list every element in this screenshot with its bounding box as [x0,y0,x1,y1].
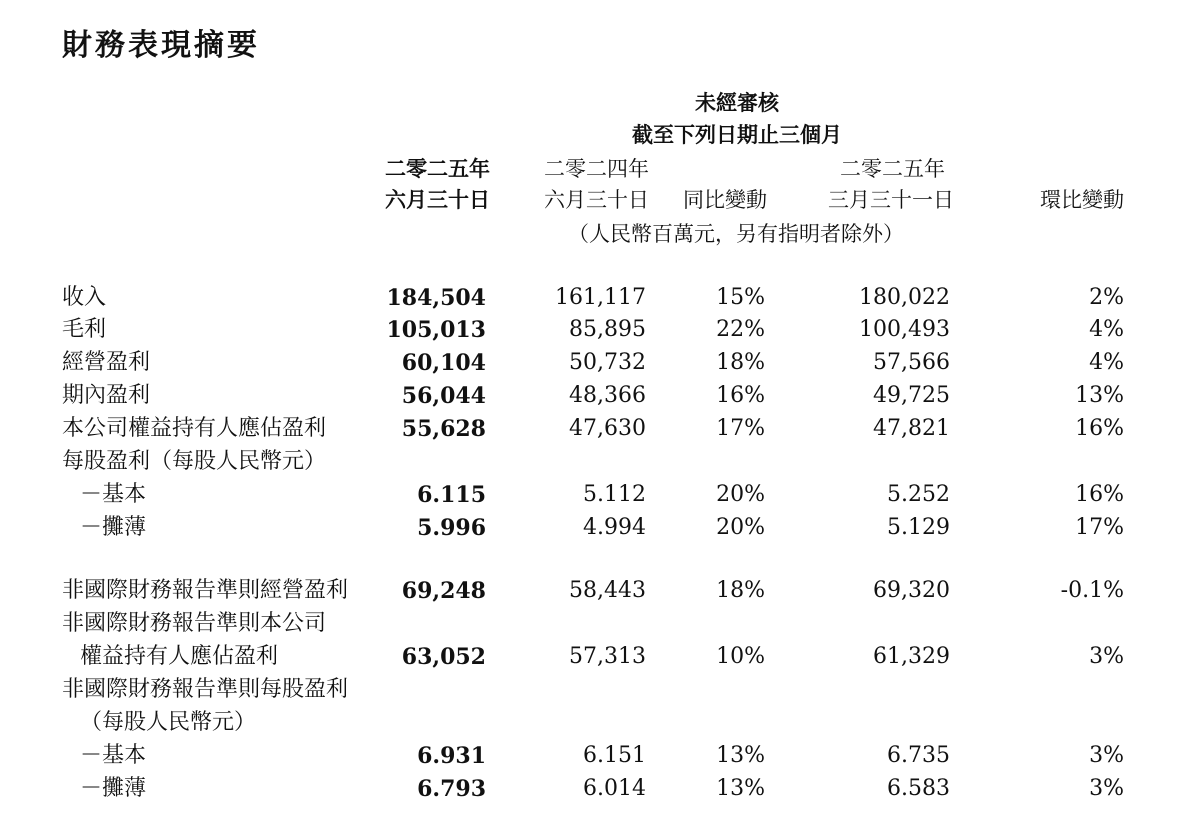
table-row [0,674,1200,706]
cell-2025-mar: 180,022 [859,285,950,310]
col4-header-line2: 三月三十一日 [828,188,954,212]
table-row [0,413,1200,445]
table-row [0,740,1200,772]
cell-yoy: 20% [716,482,765,507]
cell-yoy: 13% [716,743,765,768]
cell-yoy: 17% [716,416,765,441]
table-row [0,446,1200,478]
table-row [0,773,1200,805]
period-heading: 截至下列日期止三個月 [632,122,842,147]
row-label: 權益持有人應佔盈利 [80,644,279,669]
cell-yoy: 15% [716,285,765,310]
cell-yoy: 18% [716,350,765,375]
cell-2024-jun: 5.112 [583,482,646,507]
col1-header-line1: 二零二五年 [385,156,490,181]
cell-2024-jun: 50,732 [569,350,646,375]
cell-2025-jun: 69,248 [401,578,486,604]
table-row [0,575,1200,607]
cell-2025-jun: 60,104 [401,350,486,376]
cell-2025-mar: 57,566 [873,350,950,375]
table-row [0,479,1200,511]
cell-qoq: 3% [1089,743,1124,768]
cell-2025-mar: 100,493 [859,317,950,342]
table-row [0,380,1200,412]
cell-2025-mar: 69,320 [873,578,950,603]
cell-yoy: 18% [716,578,765,603]
table-row [0,641,1200,673]
col4-header-line1: 二零二五年 [840,157,945,181]
cell-2025-mar: 47,821 [873,416,950,441]
row-label: 收入 [62,285,107,310]
table-row [0,707,1200,739]
unaudited-heading: 未經審核 [695,90,779,115]
unit-note: （人民幣百萬元，另有指明者除外） [568,222,904,246]
row-label: 非國際財務報告準則本公司 [62,611,327,636]
row-label: －攤薄 [80,515,147,540]
cell-2025-jun: 55,628 [401,416,486,442]
cell-2025-jun: 184,504 [386,285,486,311]
cell-qoq: 13% [1075,383,1124,408]
cell-2024-jun: 6.014 [583,776,646,801]
col3-header: 同比變動 [683,188,767,212]
col2-header-line1: 二零二四年 [544,157,649,181]
cell-2025-mar: 6.735 [887,743,950,768]
cell-2024-jun: 4.994 [583,515,646,540]
row-label: －基本 [80,482,147,507]
cell-qoq: 3% [1089,776,1124,801]
row-label: 經營盈利 [62,350,151,375]
row-label: 非國際財務報告準則經營盈利 [62,578,349,603]
row-label: －基本 [80,743,147,768]
cell-2024-jun: 47,630 [569,416,646,441]
col1-header-line2: 六月三十日 [385,187,490,212]
table-row [0,347,1200,379]
cell-2025-jun: 56,044 [401,383,486,409]
cell-2025-jun: 5.996 [417,515,486,541]
col5-header: 環比變動 [1040,188,1124,212]
cell-2024-jun: 57,313 [569,644,646,669]
cell-2025-jun: 63,052 [401,644,486,670]
table-row [0,608,1200,640]
cell-2025-mar: 5.252 [887,482,950,507]
cell-yoy: 13% [716,776,765,801]
cell-yoy: 20% [716,515,765,540]
cell-2025-jun: 6.115 [417,482,486,508]
cell-2024-jun: 48,366 [569,383,646,408]
cell-qoq: 4% [1089,317,1124,342]
cell-qoq: 3% [1089,644,1124,669]
cell-2024-jun: 6.151 [583,743,646,768]
table-row [0,314,1200,346]
row-label: 每股盈利（每股人民幣元） [62,449,327,474]
page-title: 財務表現摘要 [62,28,260,63]
cell-2025-mar: 49,725 [873,383,950,408]
cell-2025-jun: 105,013 [386,317,486,343]
cell-yoy: 16% [716,383,765,408]
row-label: 本公司權益持有人應佔盈利 [62,416,327,441]
cell-yoy: 10% [716,644,765,669]
cell-2025-mar: 61,329 [873,644,950,669]
cell-yoy: 22% [716,317,765,342]
cell-2025-jun: 6.793 [417,776,486,802]
row-label: 非國際財務報告準則每股盈利 [62,677,349,702]
cell-2024-jun: 85,895 [569,317,646,342]
cell-2025-mar: 6.583 [887,776,950,801]
cell-2025-mar: 5.129 [887,515,950,540]
cell-qoq: 4% [1089,350,1124,375]
table-row [0,282,1200,314]
cell-2024-jun: 161,117 [555,285,646,310]
cell-qoq: 16% [1075,482,1124,507]
cell-2025-jun: 6.931 [417,743,486,769]
table-row [0,512,1200,544]
cell-2024-jun: 58,443 [569,578,646,603]
col2-header-line2: 六月三十日 [544,188,649,212]
cell-qoq: 2% [1089,285,1124,310]
cell-qoq: 16% [1075,416,1124,441]
row-label: （每股人民幣元） [80,710,257,735]
cell-qoq: 17% [1075,515,1124,540]
cell-qoq: -0.1% [1060,578,1124,603]
row-label: 期內盈利 [62,383,151,408]
row-label: 毛利 [62,317,107,342]
row-label: －攤薄 [80,776,147,801]
